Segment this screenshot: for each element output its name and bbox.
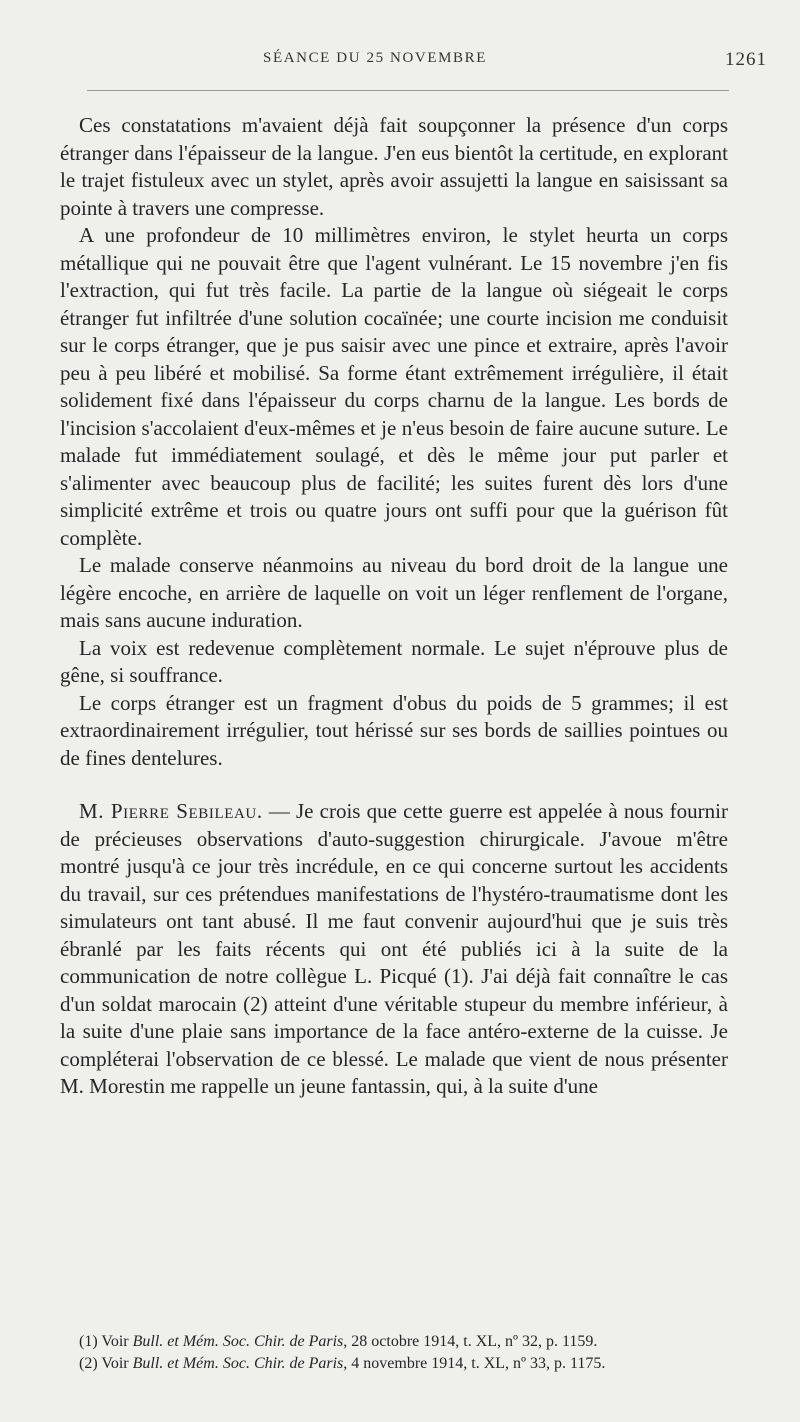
paragraph-constatations: Ces constatations m'avaient déjà fait soupçonner la présence d'un corps étranger dans l'épaisseur de la langue. J'en eus bientôt la certitude, en explorant le trajet fistuleux avec un stylet, après avoir assujetti la langue en saisissant sa pointe à travers une compresse. xyxy=(60,113,728,220)
running-head xyxy=(0,50,800,74)
page-number: 1261 xyxy=(725,49,767,70)
footnote-1 xyxy=(60,1331,728,1353)
paragraph-extraction: A une profondeur de 10 millimètres environ, le stylet heurta un corps métallique qui ne pouvait être que l'agent vulnérant. Le 15 novembre j'en fis l'extraction, qui fut très facile. La partie de la langue où siégeait le corps étranger fut infiltrée d'une solution cocaïnée; une courte incision me conduisit sur le corps étranger, que je pus saisir avec une pince et extraire, après l'avoir peu à peu libéré et mobilisé. Sa forme étant extrêmement irrégulière, il était solidement fixé dans l'épaisseur du corps charnu de la langue. Les bords de l'incision s'accolaient d'eux-mêmes et je n'eus besoin de faire aucune suture. Le malade fut immédiatement soulagé, et dès le même jour put parler et s'alimenter avec beaucoup plus de facilité; les suites furent dès lors d'une simplicité extrême et trois ou quatre jours ont suffi pour que la guérison fût complète. xyxy=(60,223,728,550)
paragraph-sebileau xyxy=(60,798,728,1101)
footnote-1-suffix: , 28 octobre 1914, t. XL, nº 32, p. 1159. xyxy=(343,1333,598,1350)
sebileau-text: — Je crois que cette guerre est appelée à nous fournir de précieuses observations d'auto-suggestion chirurgicale. J'avoue m'être montré jusqu'à ce jour très incrédule, en ce qui concerne surtout les accidents du travail, sur ces prétendues manifestations de l'hystéro-traumatisme dont les simulateurs ont tant abusé. Il me faut convenir aujourd'hui que je suis très ébranlé par les faits récents qui ont été publiés ici à la suite de la communication de notre collègue L. Picqué (1). J'ai déjà fait connaître le cas d'un soldat marocain (2) atteint d'une véritable stupeur du membre inférieur, à la suite d'une plaie sans importance de la face antéro-externe de la cuisse. Je compléterai l'observation de ce blessé. Le malade que vient de nous présenter M. Morestin me rappelle un jeune fantassin, qui, à la suite d'une xyxy=(60,799,728,1098)
footnotes xyxy=(60,1331,728,1375)
body-text xyxy=(60,112,728,1101)
footnote-2-prefix: (2) Voir xyxy=(79,1355,133,1372)
running-head-title: SÉANCE DU 25 NOVEMBRE xyxy=(263,50,488,66)
paragraph-encoche: Le malade conserve néanmoins au niveau du bord droit de la langue une légère encoche, en arrière de laquelle on voit un léger renflement de l'organe, mais sans aucune induration. xyxy=(60,553,728,632)
footnote-1-prefix: (1) Voir xyxy=(79,1333,133,1350)
header-rule xyxy=(87,90,729,91)
footnote-2-suffix: , 4 novembre 1914, t. XL, nº 33, p. 1175. xyxy=(343,1355,606,1372)
speaker-name: M. Pierre Sebileau. xyxy=(79,799,263,823)
footnote-1-source: Bull. et Mém. Soc. Chir. de Paris xyxy=(132,1333,344,1350)
paragraph-corps-etranger: Le corps étranger est un fragment d'obus du poids de 5 grammes; il est extraordinairement irrégulier, tout hérissé sur ses bords de saillies pointues ou de fines dentelures. xyxy=(60,690,728,770)
footnote-2-source: Bull. et Mém. Soc. Chir. de Paris xyxy=(132,1355,344,1372)
footnote-2 xyxy=(60,1353,728,1375)
paragraph-voix: La voix est redevenue complètement normale. Le sujet n'éprouve plus de gêne, si souffrance. xyxy=(60,635,728,687)
